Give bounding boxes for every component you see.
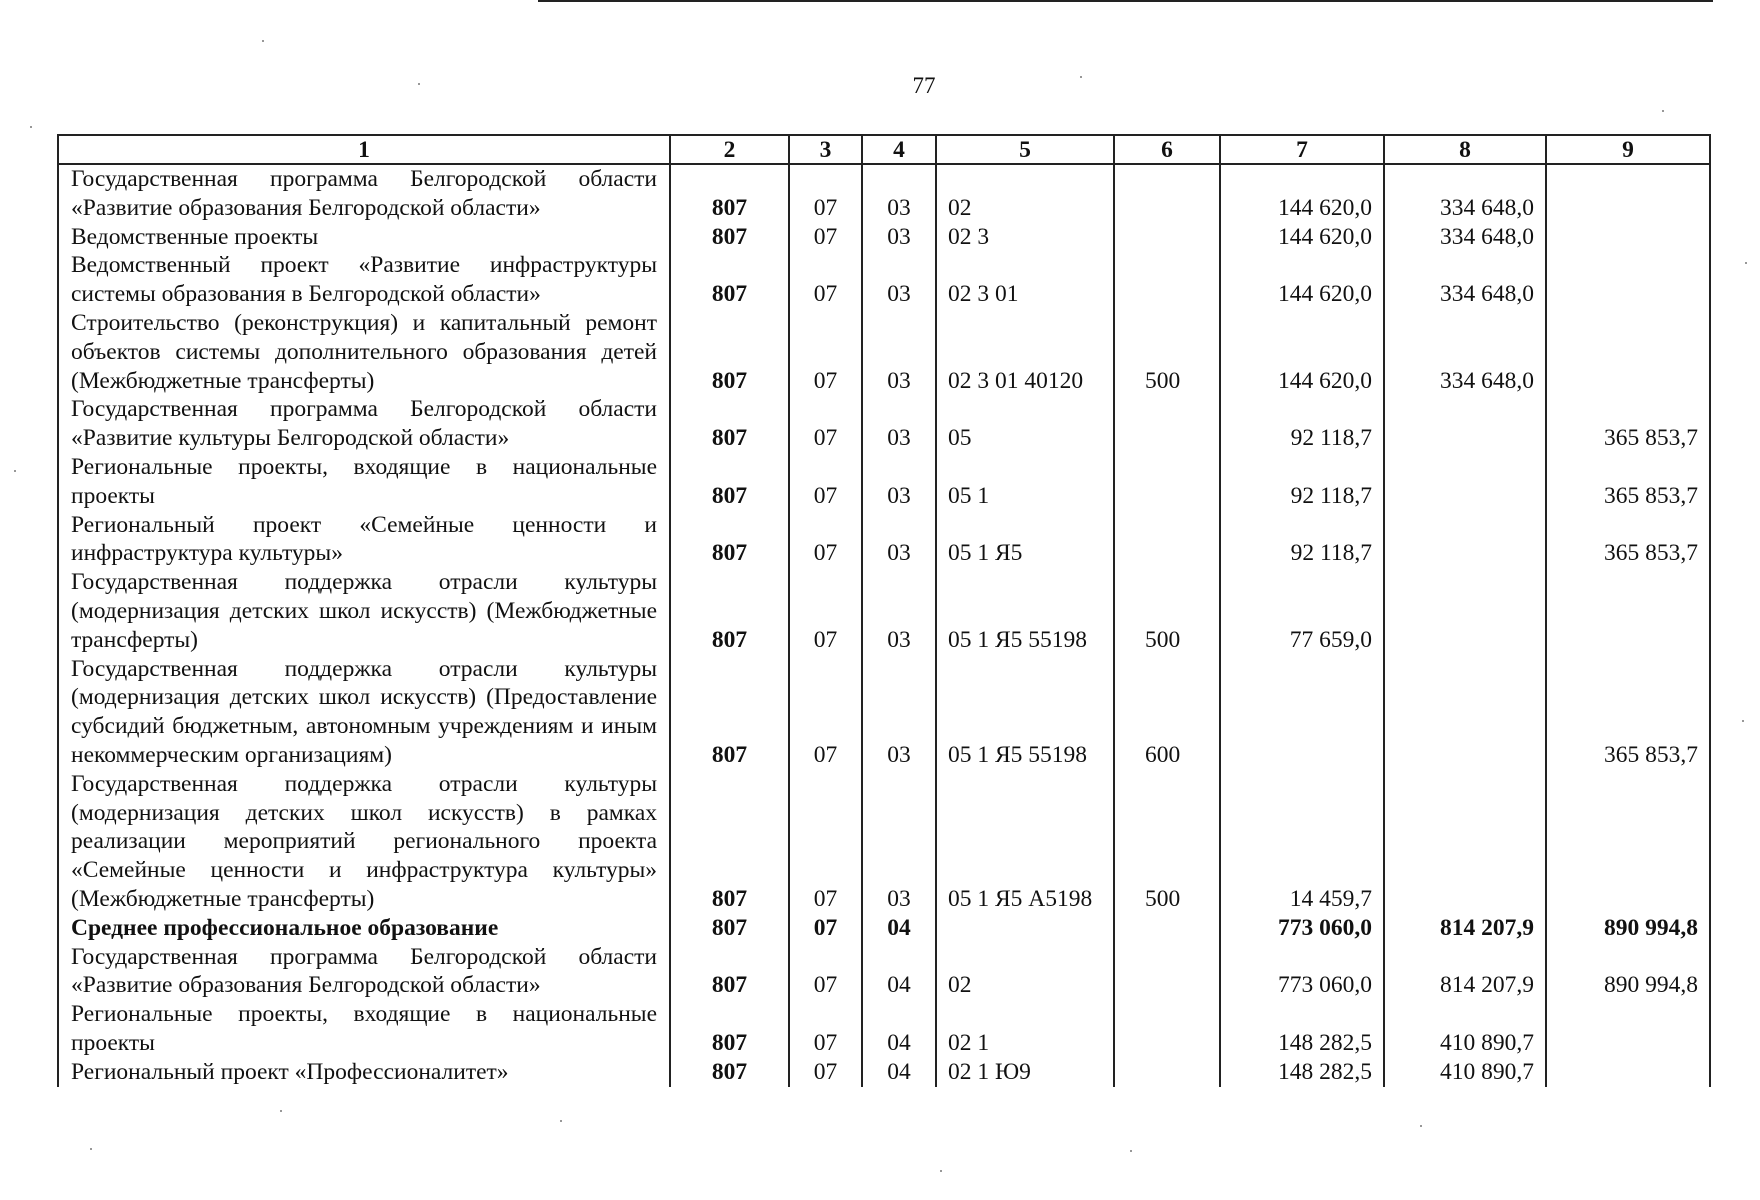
row-value-col8: 410 890,7 (1384, 1058, 1546, 1087)
row-value-col7: 144 620,0 (1220, 164, 1384, 223)
row-name: Государственная программа Белгородской области «Развитие образования Белгородской области» (58, 943, 670, 1001)
table-row (58, 164, 1710, 223)
row-section-code: 07 (789, 453, 862, 511)
table-row (58, 395, 1710, 453)
row-name: Ведомственный проект «Развитие инфраструктуры системы образования в Белгородской области» (58, 251, 670, 309)
row-subsection-code: 03 (862, 395, 936, 453)
row-value-col7: 14 459,7 (1220, 770, 1384, 914)
header-col-1: 1 (58, 135, 670, 164)
row-expense-type (1114, 223, 1220, 252)
row-value-col9 (1546, 1058, 1710, 1087)
row-value-col8 (1384, 770, 1546, 914)
row-grbs-code: 807 (670, 914, 789, 943)
row-expense-type (1114, 511, 1220, 569)
row-section-code: 07 (789, 568, 862, 654)
row-value-col9: 365 853,7 (1546, 511, 1710, 569)
row-expense-type (1114, 395, 1220, 453)
row-expense-type (1114, 251, 1220, 309)
table-row (58, 223, 1710, 252)
table-row (58, 914, 1710, 943)
header-row (58, 135, 1710, 164)
row-expense-type: 500 (1114, 568, 1220, 654)
table-row (58, 251, 1710, 309)
row-grbs-code: 807 (670, 223, 789, 252)
row-expense-type (1114, 453, 1220, 511)
row-expense-type: 500 (1114, 309, 1220, 395)
row-target-article: 02 (936, 943, 1114, 1001)
row-name: Региональный проект «Профессионалитет» (58, 1058, 670, 1087)
row-target-article: 05 1 Я5 А5198 (936, 770, 1114, 914)
table-row (58, 511, 1710, 569)
row-value-col9 (1546, 251, 1710, 309)
row-subsection-code: 03 (862, 223, 936, 252)
row-grbs-code: 807 (670, 511, 789, 569)
header-col-8: 8 (1384, 135, 1546, 164)
budget-table (57, 134, 1711, 1087)
row-section-code: 07 (789, 914, 862, 943)
row-value-col9: 365 853,7 (1546, 395, 1710, 453)
row-subsection-code: 04 (862, 1000, 936, 1058)
row-subsection-code: 04 (862, 914, 936, 943)
table-row (58, 770, 1710, 914)
row-value-col8 (1384, 568, 1546, 654)
table-row (58, 568, 1710, 654)
header-col-6: 6 (1114, 135, 1220, 164)
row-name: Строительство (реконструкция) и капитальный ремонт объектов системы дополнительного образования детей (Межбюджетные трансферты) (58, 309, 670, 395)
row-target-article: 05 1 (936, 453, 1114, 511)
header-col-5: 5 (936, 135, 1114, 164)
row-target-article: 05 (936, 395, 1114, 453)
row-subsection-code: 03 (862, 568, 936, 654)
row-value-col9: 890 994,8 (1546, 914, 1710, 943)
row-subsection-code: 03 (862, 511, 936, 569)
header-col-3: 3 (789, 135, 862, 164)
row-name: Государственная поддержка отрасли культуры (модернизация детских школ искусств) (Межбюджетные трансферты) (58, 568, 670, 654)
row-grbs-code: 807 (670, 770, 789, 914)
row-value-col7: 77 659,0 (1220, 568, 1384, 654)
row-grbs-code: 807 (670, 1058, 789, 1087)
row-section-code: 07 (789, 395, 862, 453)
row-section-code: 07 (789, 251, 862, 309)
row-target-article: 02 1 (936, 1000, 1114, 1058)
row-section-code: 07 (789, 943, 862, 1001)
row-value-col7: 773 060,0 (1220, 914, 1384, 943)
row-value-col8 (1384, 395, 1546, 453)
page-number: 77 (912, 73, 936, 98)
table-body (58, 164, 1710, 1087)
row-value-col7: 92 118,7 (1220, 453, 1384, 511)
row-subsection-code: 03 (862, 453, 936, 511)
row-value-col8 (1384, 511, 1546, 569)
row-value-col8 (1384, 453, 1546, 511)
row-target-article: 02 3 (936, 223, 1114, 252)
row-target-article (936, 914, 1114, 943)
row-grbs-code: 807 (670, 655, 789, 770)
row-section-code: 07 (789, 1058, 862, 1087)
row-value-col7: 144 620,0 (1220, 309, 1384, 395)
row-name: Региональные проекты, входящие в национальные проекты (58, 1000, 670, 1058)
row-grbs-code: 807 (670, 164, 789, 223)
row-subsection-code: 03 (862, 164, 936, 223)
table-row (58, 655, 1710, 770)
row-value-col9: 365 853,7 (1546, 453, 1710, 511)
row-value-col8: 334 648,0 (1384, 251, 1546, 309)
row-grbs-code: 807 (670, 568, 789, 654)
row-target-article: 02 1 Ю9 (936, 1058, 1114, 1087)
header-col-2: 2 (670, 135, 789, 164)
row-grbs-code: 807 (670, 1000, 789, 1058)
row-value-col9 (1546, 1000, 1710, 1058)
row-target-article: 05 1 Я5 (936, 511, 1114, 569)
row-target-article: 02 3 01 (936, 251, 1114, 309)
row-value-col8 (1384, 655, 1546, 770)
table-row (58, 1058, 1710, 1087)
header-col-9: 9 (1546, 135, 1710, 164)
row-subsection-code: 03 (862, 770, 936, 914)
row-expense-type: 600 (1114, 655, 1220, 770)
row-name: Региональный проект «Семейные ценности и инфраструктура культуры» (58, 511, 670, 569)
row-name: Государственная поддержка отрасли культуры (модернизация детских школ искусств) (Предоставление субсидий бюджетным, автономным учреждениям и иным некоммерческим организациям) (58, 655, 670, 770)
row-expense-type (1114, 914, 1220, 943)
row-subsection-code: 03 (862, 309, 936, 395)
row-name: Региональные проекты, входящие в национальные проекты (58, 453, 670, 511)
row-value-col7: 148 282,5 (1220, 1000, 1384, 1058)
row-section-code: 07 (789, 655, 862, 770)
row-value-col8: 814 207,9 (1384, 943, 1546, 1001)
table-row (58, 309, 1710, 395)
row-expense-type (1114, 164, 1220, 223)
row-section-code: 07 (789, 309, 862, 395)
row-value-col8: 334 648,0 (1384, 164, 1546, 223)
row-value-col7: 92 118,7 (1220, 511, 1384, 569)
row-section-code: 07 (789, 1000, 862, 1058)
header-col-4: 4 (862, 135, 936, 164)
row-name: Ведомственные проекты (58, 223, 670, 252)
row-grbs-code: 807 (670, 453, 789, 511)
row-name: Государственная программа Белгородской области «Развитие культуры Белгородской области» (58, 395, 670, 453)
row-name: Государственная программа Белгородской области «Развитие образования Белгородской области» (58, 164, 670, 223)
row-value-col7: 92 118,7 (1220, 395, 1384, 453)
row-value-col9 (1546, 568, 1710, 654)
row-value-col9 (1546, 164, 1710, 223)
row-grbs-code: 807 (670, 943, 789, 1001)
row-section-code: 07 (789, 223, 862, 252)
table-row (58, 453, 1710, 511)
row-value-col9 (1546, 223, 1710, 252)
row-value-col8: 814 207,9 (1384, 914, 1546, 943)
row-subsection-code: 03 (862, 251, 936, 309)
row-value-col8: 410 890,7 (1384, 1000, 1546, 1058)
row-value-col9: 365 853,7 (1546, 655, 1710, 770)
row-expense-type: 500 (1114, 770, 1220, 914)
row-grbs-code: 807 (670, 395, 789, 453)
row-section-code: 07 (789, 164, 862, 223)
row-subsection-code: 04 (862, 1058, 936, 1087)
top-border-line (538, 0, 1713, 2)
row-target-article: 02 3 01 40120 (936, 309, 1114, 395)
row-value-col8: 334 648,0 (1384, 309, 1546, 395)
row-target-article: 05 1 Я5 55198 (936, 568, 1114, 654)
row-section-code: 07 (789, 770, 862, 914)
row-expense-type (1114, 943, 1220, 1001)
table-row (58, 943, 1710, 1001)
table-row (58, 1000, 1710, 1058)
row-name: Среднее профессиональное образование (58, 914, 670, 943)
header-col-7: 7 (1220, 135, 1384, 164)
row-value-col7: 773 060,0 (1220, 943, 1384, 1001)
row-value-col8: 334 648,0 (1384, 223, 1546, 252)
row-target-article: 02 (936, 164, 1114, 223)
row-value-col9 (1546, 770, 1710, 914)
row-value-col7: 148 282,5 (1220, 1058, 1384, 1087)
row-target-article: 05 1 Я5 55198 (936, 655, 1114, 770)
row-subsection-code: 03 (862, 655, 936, 770)
row-value-col7 (1220, 655, 1384, 770)
row-value-col9: 890 994,8 (1546, 943, 1710, 1001)
row-section-code: 07 (789, 511, 862, 569)
row-subsection-code: 04 (862, 943, 936, 1001)
row-grbs-code: 807 (670, 251, 789, 309)
row-grbs-code: 807 (670, 309, 789, 395)
row-value-col9 (1546, 309, 1710, 395)
row-value-col7: 144 620,0 (1220, 251, 1384, 309)
row-value-col7: 144 620,0 (1220, 223, 1384, 252)
row-name: Государственная поддержка отрасли культуры (модернизация детских школ искусств) в рамках реализации мероприятий регионального проекта «Семейные ценности и инфраструктура культуры» (Межбюджетные трансферты) (58, 770, 670, 914)
row-expense-type (1114, 1000, 1220, 1058)
row-expense-type (1114, 1058, 1220, 1087)
